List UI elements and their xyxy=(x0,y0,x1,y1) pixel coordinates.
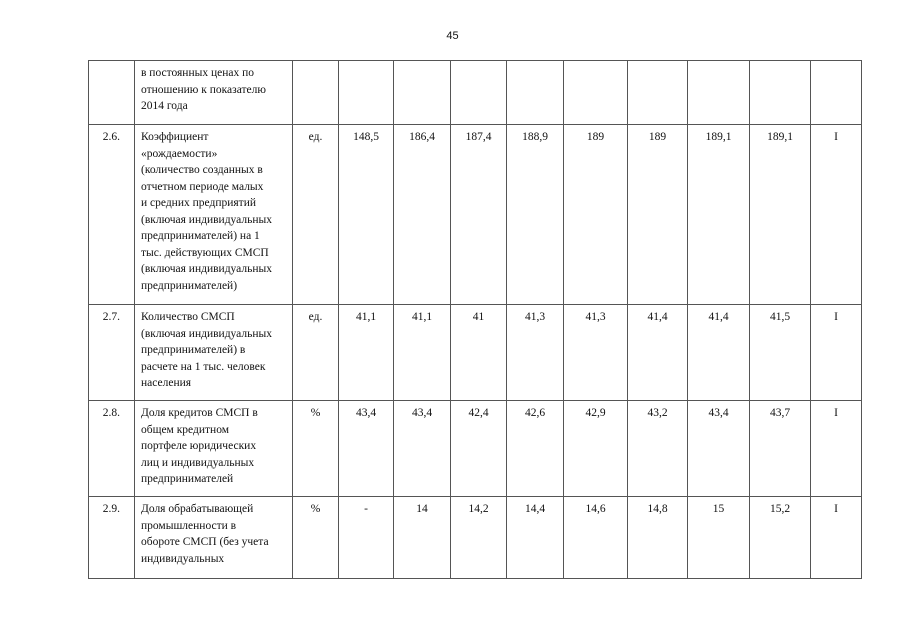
source-cell: I xyxy=(811,305,862,401)
source-cell xyxy=(811,61,862,125)
value-cell: 186,4 xyxy=(394,125,451,305)
indicator-name xyxy=(135,401,293,497)
value-cell xyxy=(564,61,628,125)
indicator-name-line: промышленности в xyxy=(141,519,237,532)
row-number: 2.8. xyxy=(89,401,135,497)
value-cell: 14,2 xyxy=(451,497,507,579)
value-cell: 42,9 xyxy=(564,401,628,497)
value-cell: 42,6 xyxy=(507,401,564,497)
indicator-name xyxy=(135,61,293,125)
value-cell: 41 xyxy=(451,305,507,401)
indicator-name-line: (включая индивидуальных xyxy=(141,263,272,275)
unit-cell: % xyxy=(293,401,339,497)
indicator-name-line: «рождаемости» xyxy=(141,147,218,160)
value-cell: 14,8 xyxy=(628,497,688,579)
indicator-name-line: Количество СМСП xyxy=(141,311,235,323)
table-row xyxy=(89,497,862,579)
value-cell: 43,4 xyxy=(394,401,451,497)
table-row xyxy=(89,125,862,305)
value-cell xyxy=(750,61,811,125)
value-cell: 41,1 xyxy=(339,305,394,401)
value-cell xyxy=(688,61,750,125)
page-number: 45 xyxy=(446,30,459,42)
row-number xyxy=(89,61,135,125)
value-cell: 43,4 xyxy=(688,401,750,497)
value-cell: 41,4 xyxy=(688,305,750,401)
indicator-name-line: в постоянных ценах по xyxy=(141,67,255,79)
row-number: 2.7. xyxy=(89,305,135,401)
value-cell: 14,6 xyxy=(564,497,628,579)
value-cell: 43,7 xyxy=(750,401,811,497)
value-cell: 189,1 xyxy=(688,125,750,305)
indicator-name-line: предпринимателей) на 1 xyxy=(141,230,260,242)
table-body xyxy=(89,61,862,579)
indicator-name-line: и средних предприятий xyxy=(141,197,257,209)
value-cell: 41,5 xyxy=(750,305,811,401)
value-cell xyxy=(339,61,394,125)
indicator-name-line: индивидуальных xyxy=(141,552,225,565)
indicator-name-line: обороте СМСП (без учета xyxy=(141,536,269,548)
value-cell: 189 xyxy=(564,125,628,305)
value-cell: 15 xyxy=(688,497,750,579)
value-cell: 188,9 xyxy=(507,125,564,305)
row-number: 2.6. xyxy=(89,125,135,305)
source-cell: I xyxy=(811,497,862,579)
indicator-name-line: Доля кредитов СМСП в xyxy=(141,407,258,419)
indicator-name-line: тыс. действующих СМСП xyxy=(141,246,269,259)
unit-cell: ед. xyxy=(293,305,339,401)
indicator-name-line: предпринимателей xyxy=(141,473,234,485)
value-cell: - xyxy=(339,497,394,579)
indicator-name-line: 2014 года xyxy=(141,100,188,112)
value-cell: 14,4 xyxy=(507,497,564,579)
value-cell: 42,4 xyxy=(451,401,507,497)
indicators-table xyxy=(88,60,862,579)
value-cell: 41,3 xyxy=(564,305,628,401)
unit-cell xyxy=(293,61,339,125)
indicator-name-line: населения xyxy=(141,377,192,389)
table-row xyxy=(89,305,862,401)
indicator-name-line: расчете на 1 тыс. человек xyxy=(141,360,266,373)
unit-cell: % xyxy=(293,497,339,579)
indicator-name xyxy=(135,305,293,401)
value-cell: 41,1 xyxy=(394,305,451,401)
indicator-name-line: отчетном периоде малых xyxy=(141,180,264,193)
row-number: 2.9. xyxy=(89,497,135,579)
value-cell: 41,4 xyxy=(628,305,688,401)
indicator-name-line: лиц и индивидуальных xyxy=(141,456,255,469)
value-cell: 189 xyxy=(628,125,688,305)
value-cell: 15,2 xyxy=(750,497,811,579)
value-cell: 189,1 xyxy=(750,125,811,305)
indicator-name-line: портфеле юридических xyxy=(141,440,257,452)
value-cell xyxy=(507,61,564,125)
indicator-name-line: Доля обрабатывающей xyxy=(141,503,254,515)
value-cell: 14 xyxy=(394,497,451,579)
indicator-name xyxy=(135,497,293,579)
indicator-name-line: общем кредитном xyxy=(141,423,229,436)
indicator-name xyxy=(135,125,293,305)
indicator-name-line: предпринимателей) xyxy=(141,279,238,292)
indicator-name-line: (включая индивидуальных xyxy=(141,327,272,340)
source-cell: I xyxy=(811,125,862,305)
indicator-name-line: отношению к показателю xyxy=(141,83,266,96)
source-cell: I xyxy=(811,401,862,497)
value-cell xyxy=(451,61,507,125)
value-cell xyxy=(394,61,451,125)
value-cell: 41,3 xyxy=(507,305,564,401)
value-cell: 43,4 xyxy=(339,401,394,497)
indicator-name-line: (включая индивидуальных xyxy=(141,213,272,226)
value-cell: 148,5 xyxy=(339,125,394,305)
value-cell: 43,2 xyxy=(628,401,688,497)
unit-cell: ед. xyxy=(293,125,339,305)
indicator-name-line: (количество созданных в xyxy=(141,164,263,176)
value-cell xyxy=(628,61,688,125)
value-cell: 187,4 xyxy=(451,125,507,305)
indicator-name-line: предпринимателей) в xyxy=(141,344,246,356)
indicator-name-line: Коэффициент xyxy=(141,131,209,143)
table-row xyxy=(89,401,862,497)
table-row xyxy=(89,61,862,125)
